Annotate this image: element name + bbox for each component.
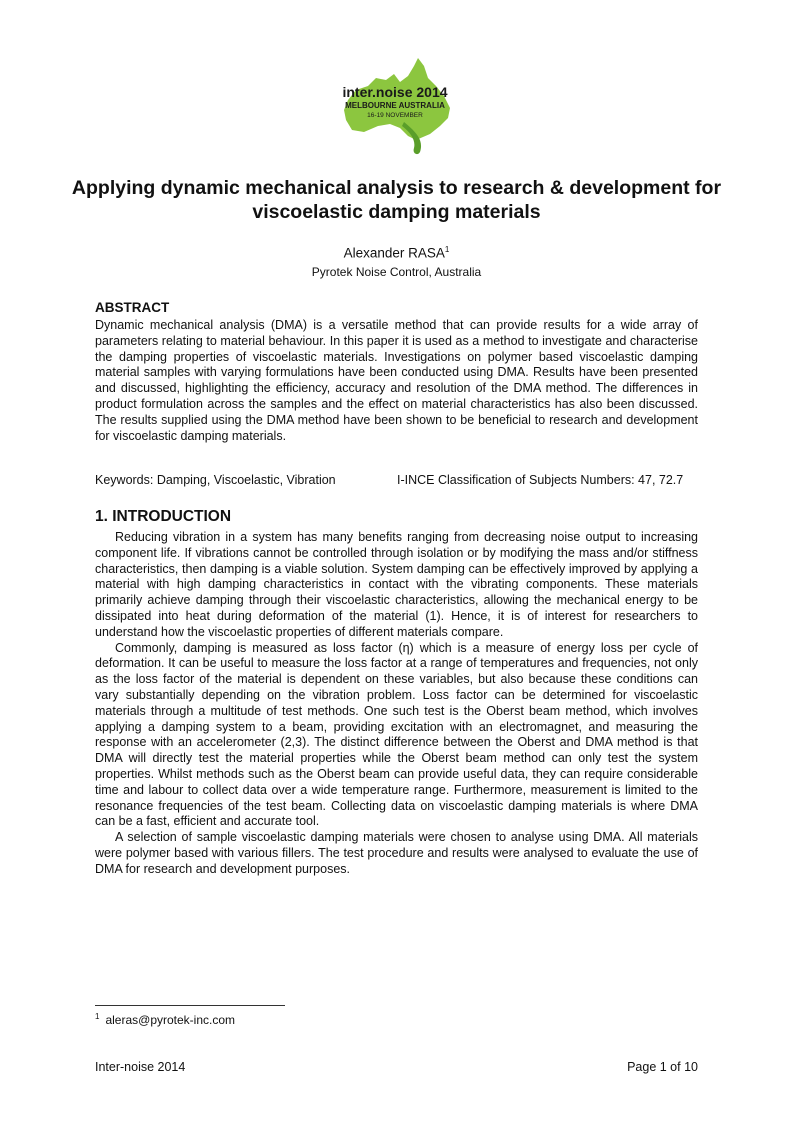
abstract-text: Dynamic mechanical analysis (DMA) is a versatile method that can provide results for a wide array of parameters relating to material behaviour. In this paper it is used as a method to investigate and characterise the damping properties of viscoelastic materials. Investigations on polymer based viscoelastic damping material samples with varying formulations have been conducted using DMA. Results have been presented and discussed, highlighting the efficiency, accuracy and resolution of the DMA method. The differences in product formulation across the samples and the effect on material characteristics has also been discussed. The results supplied using the DMA method have been shown to be beneficial to research and development for viscoelastic damping materials. [95,318,698,443]
conference-logo [320,52,470,162]
abstract-heading: ABSTRACT [95,300,170,315]
footnote [95,1012,235,1027]
footnote-email[interactable]: aleras@pyrotek-inc.com [105,1013,236,1027]
ince-classification: I-INCE Classification of Subjects Numbers: 47, 72.7 [397,473,684,487]
author-affiliation: Pyrotek Noise Control, Australia [311,265,482,279]
section-heading-introduction: 1. INTRODUCTION [95,508,232,525]
keywords: Keywords: Damping, Viscoelastic, Vibration [95,473,336,487]
logo-location: MELBOURNE AUSTRALIA [345,101,445,110]
footnote-divider [95,1005,285,1006]
author-line [0,245,793,261]
author-footnote-mark: 1 [444,245,450,254]
paragraph: Commonly, damping is measured as loss factor (η) which is a measure of energy loss per cycle of deformation. It can be useful to measure the loss factor at a range of temperatures and frequencies, not only as the loss factor of the material is dependent on these variables, but also because these conditions can vary substantially depending on the vibration problem. Loss factor can be determined for viscoelastic materials through a multitude of test methods. One such test is the Oberst beam method, which involves applying a damping system to a beam, providing excitation with an electromagnet, and measuring the response with an accelerometer (2,3). The distinct difference between the Oberst and DMA method is that DMA will directly test the material properties while the Oberst beam method can only test the system properties. Whilst methods such as the Oberst beam can provide useful data, they can require considerable time and labour to collect data over a wide temperature range. Furthermore, measurement is limited to the resonance frequencies of the test beam. Collecting data on viscoelastic damping materials is where DMA can be a fast, efficient and accurate tool. [95,640,698,829]
australia-map-icon [320,52,470,162]
footnote-mark: 1 [95,1012,100,1021]
paragraph: Reducing vibration in a system has many benefits ranging from decreasing noise output to increasing component life. If vibrations cannot be controlled through isolation or by modifying the mass and/or stiffness characteristics, then damping is a viable solution. System damping can be effectively improved by applying a material with high damping characteristics in contact with the vibrating components. These materials primarily achieve damping through their viscoelastic characteristics, allowing the mechanical energy to be dissipated into heat during deformation of the material (1). Hence, it is of interest for researchers to understand how the viscoelastic properties of different materials compare. [95,530,698,639]
footer-page-number: Page 1 of 10 [627,1060,698,1074]
logo-dates: 16-19 NOVEMBER [367,112,423,119]
author-name: Alexander RASA [343,245,445,261]
paper-title: Applying dynamic mechanical analysis to research & development for viscoelastic damping materials [71,177,722,223]
paragraph: A selection of sample viscoelastic damping materials were chosen to analyse using DMA. All materials were polymer based with various fillers. The test procedure and results were analysed to evaluate the use of DMA for research and development purposes. [95,830,698,876]
footer-conference: Inter-noise 2014 [95,1060,186,1074]
introduction-body [95,530,698,878]
logo-title: inter.noise 2014 [342,84,448,100]
